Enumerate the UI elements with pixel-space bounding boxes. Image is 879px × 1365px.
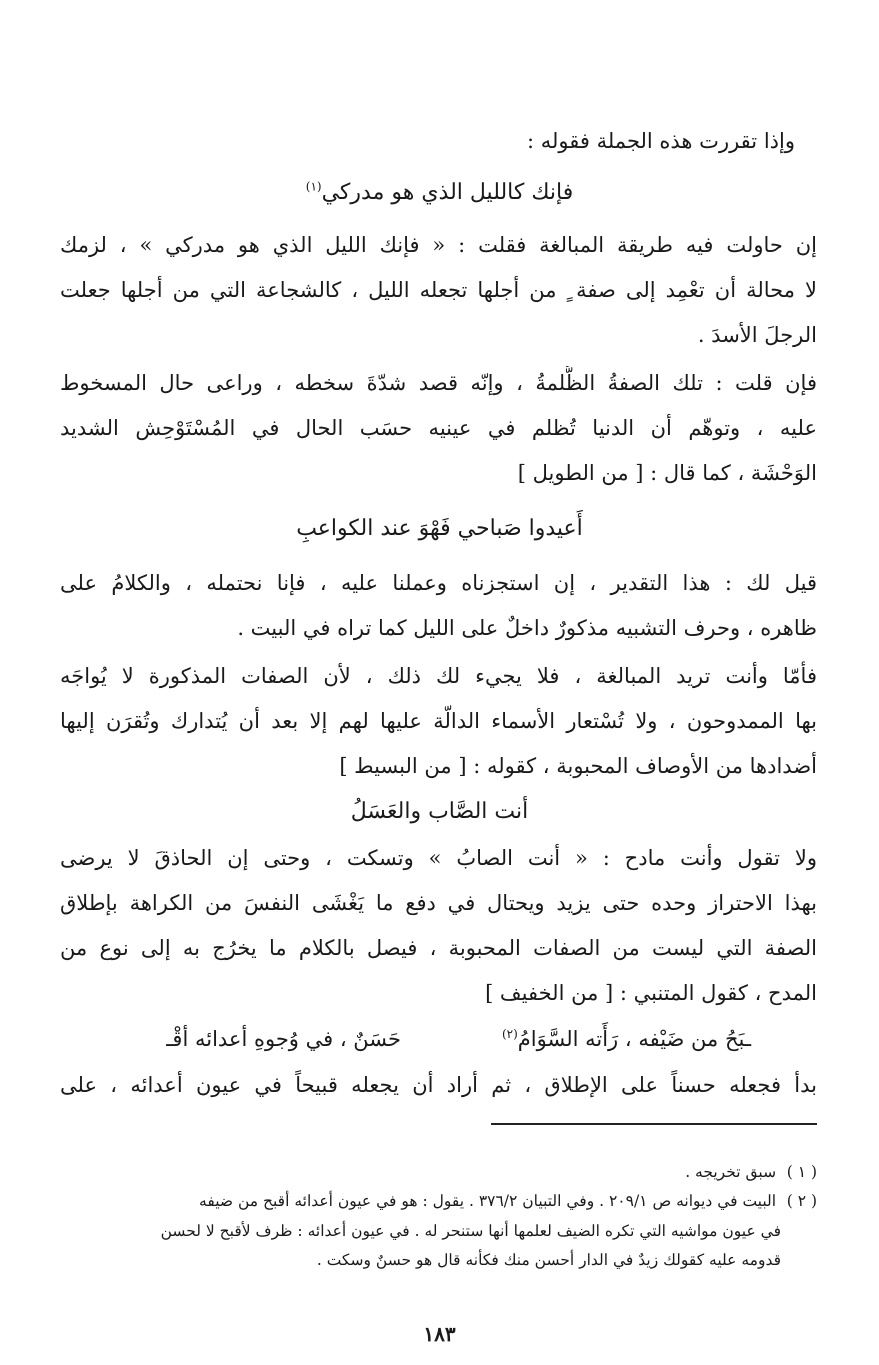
body-line-6: عليه ، وتوهّم أن الدنيا تُظلم في عينيه حسَب الحال في المُسْتَوْحِش الشديد: [60, 416, 817, 440]
footnote-2-line-1: [60, 1188, 817, 1214]
footnote-2-number: ( ٢ ): [786, 1192, 817, 1210]
verse-1-text: فإنك كالليل الذي هو مدركي: [321, 180, 574, 205]
body-line-12: أضدادها من الأوصاف المحبوبة ، كقوله : [ من البسيط ]: [339, 754, 817, 778]
body-line-2: إن حاولت فيه طريقة المبالغة فقلت : « فإنك الليل الذي هو مدركي » ، لزمك: [60, 233, 817, 257]
body-line-16: المدح ، كقول المتنبي : [ من الخفيف ]: [485, 981, 817, 1005]
footnote-1-text: سبق تخريجه .: [685, 1163, 777, 1181]
verse-4-second-hemistich: [502, 1022, 751, 1056]
footnote-2-text-1: البيت في ديوانه ص ٢٠٩/١ . وفي التبيان ٣٧٦/٢ . يقول : هو في عيون أعدائه أقبح من ضيفه: [199, 1192, 777, 1210]
footnote-separator: [491, 1123, 817, 1125]
body-line-5: فإن قلت : تلك الصفةُ الظُّلمةُ ، وإنّه قصد شدّةَ سخطه ، وراعى حال المسخوط: [60, 371, 817, 395]
body-line-10: فأمّا وأنت تريد المبالغة ، فلا يجيء لك ذلك ، لأن الصفات المذكورة لا يُواجَه: [60, 664, 817, 688]
footnote-ref-2: (٢): [501, 1027, 518, 1041]
verse-3: أنت الصَّاب والعَسَلُ: [350, 799, 529, 824]
verse-4-first-hemistich: حَسَنٌ ، في وُجوهِ أعدائه أقْـ: [166, 1027, 401, 1051]
body-line-9: ظاهره ، وحرف التشبيه مذكورٌ داخلٌ على الليل كما تراه في البيت .: [237, 616, 817, 640]
footnote-ref-1: (١): [305, 179, 322, 194]
page-number: ١٨٣: [423, 1322, 456, 1346]
verse-4-second-text: ـبَحُ من ضَيْفه ، رَأَته السَّوَامُ: [517, 1027, 751, 1051]
verse-1: [0, 176, 879, 210]
body-line-13: ولا تقول وأنت مادح : « أنت الصابُ » وتسكت ، وحتى إن الحاذقَ لا يرضى: [60, 846, 817, 870]
verse-2: أَعيدوا صَباحي فَهْوَ عند الكواعبِ: [296, 516, 583, 541]
body-line-11: بها الممدوحون ، ولا تُسْتعار الأسماء الدالّة عليها لهم إلا بعد أن يُتدارك وتُقرَن إليها: [60, 709, 817, 733]
footnote-2-line-3: قدومه عليه كقولك زيدٌ في الدار أحسن منك فكأنه قال هو حسنٌ وسكت .: [316, 1251, 781, 1269]
footnote-1-number: ( ١ ): [786, 1163, 817, 1181]
body-line-7: الوَحْشَة ، كما قال : [ من الطويل ]: [517, 461, 817, 485]
body-line-14: بهذا الاحتراز وحده حتى يزيد ويحتال في دفع ما يَغْشَى النفسَ من الكراهة بإطلاق: [60, 891, 817, 915]
body-line-3: لا محالة أن تعْمِد إلى صفة ٍ من أجلها تجعله الليل ، كالشجاعة التي من أجلها جعلت: [60, 278, 817, 302]
body-line-15: الصفة التي ليست من الصفات المحبوبة ، فيصل بالكلام ما يخرُج به إلى نوع من: [60, 936, 817, 960]
body-line-17: بدأ فجعله حسناً على الإطلاق ، ثم أراد أن يجعله قبيحاً في عيون أعدائه ، على: [60, 1073, 817, 1097]
body-line-4: الرجلَ الأسدَ .: [697, 323, 817, 347]
body-line-8: قيل لك : هذا التقدير ، إن استجزناه وعملنا عليه ، فإنا نحتمله ، والكلامُ على: [60, 571, 817, 595]
body-line-1: وإذا تقررت هذه الجملة فقوله :: [527, 129, 795, 153]
footnote-2-line-2: في عيون مواشيه التي تكره الضيف لعلمها أنها ستنحر له . في عيون أعدائه : ظرف لأقبح لا لحسن: [160, 1222, 781, 1240]
footnote-1: [60, 1159, 817, 1185]
